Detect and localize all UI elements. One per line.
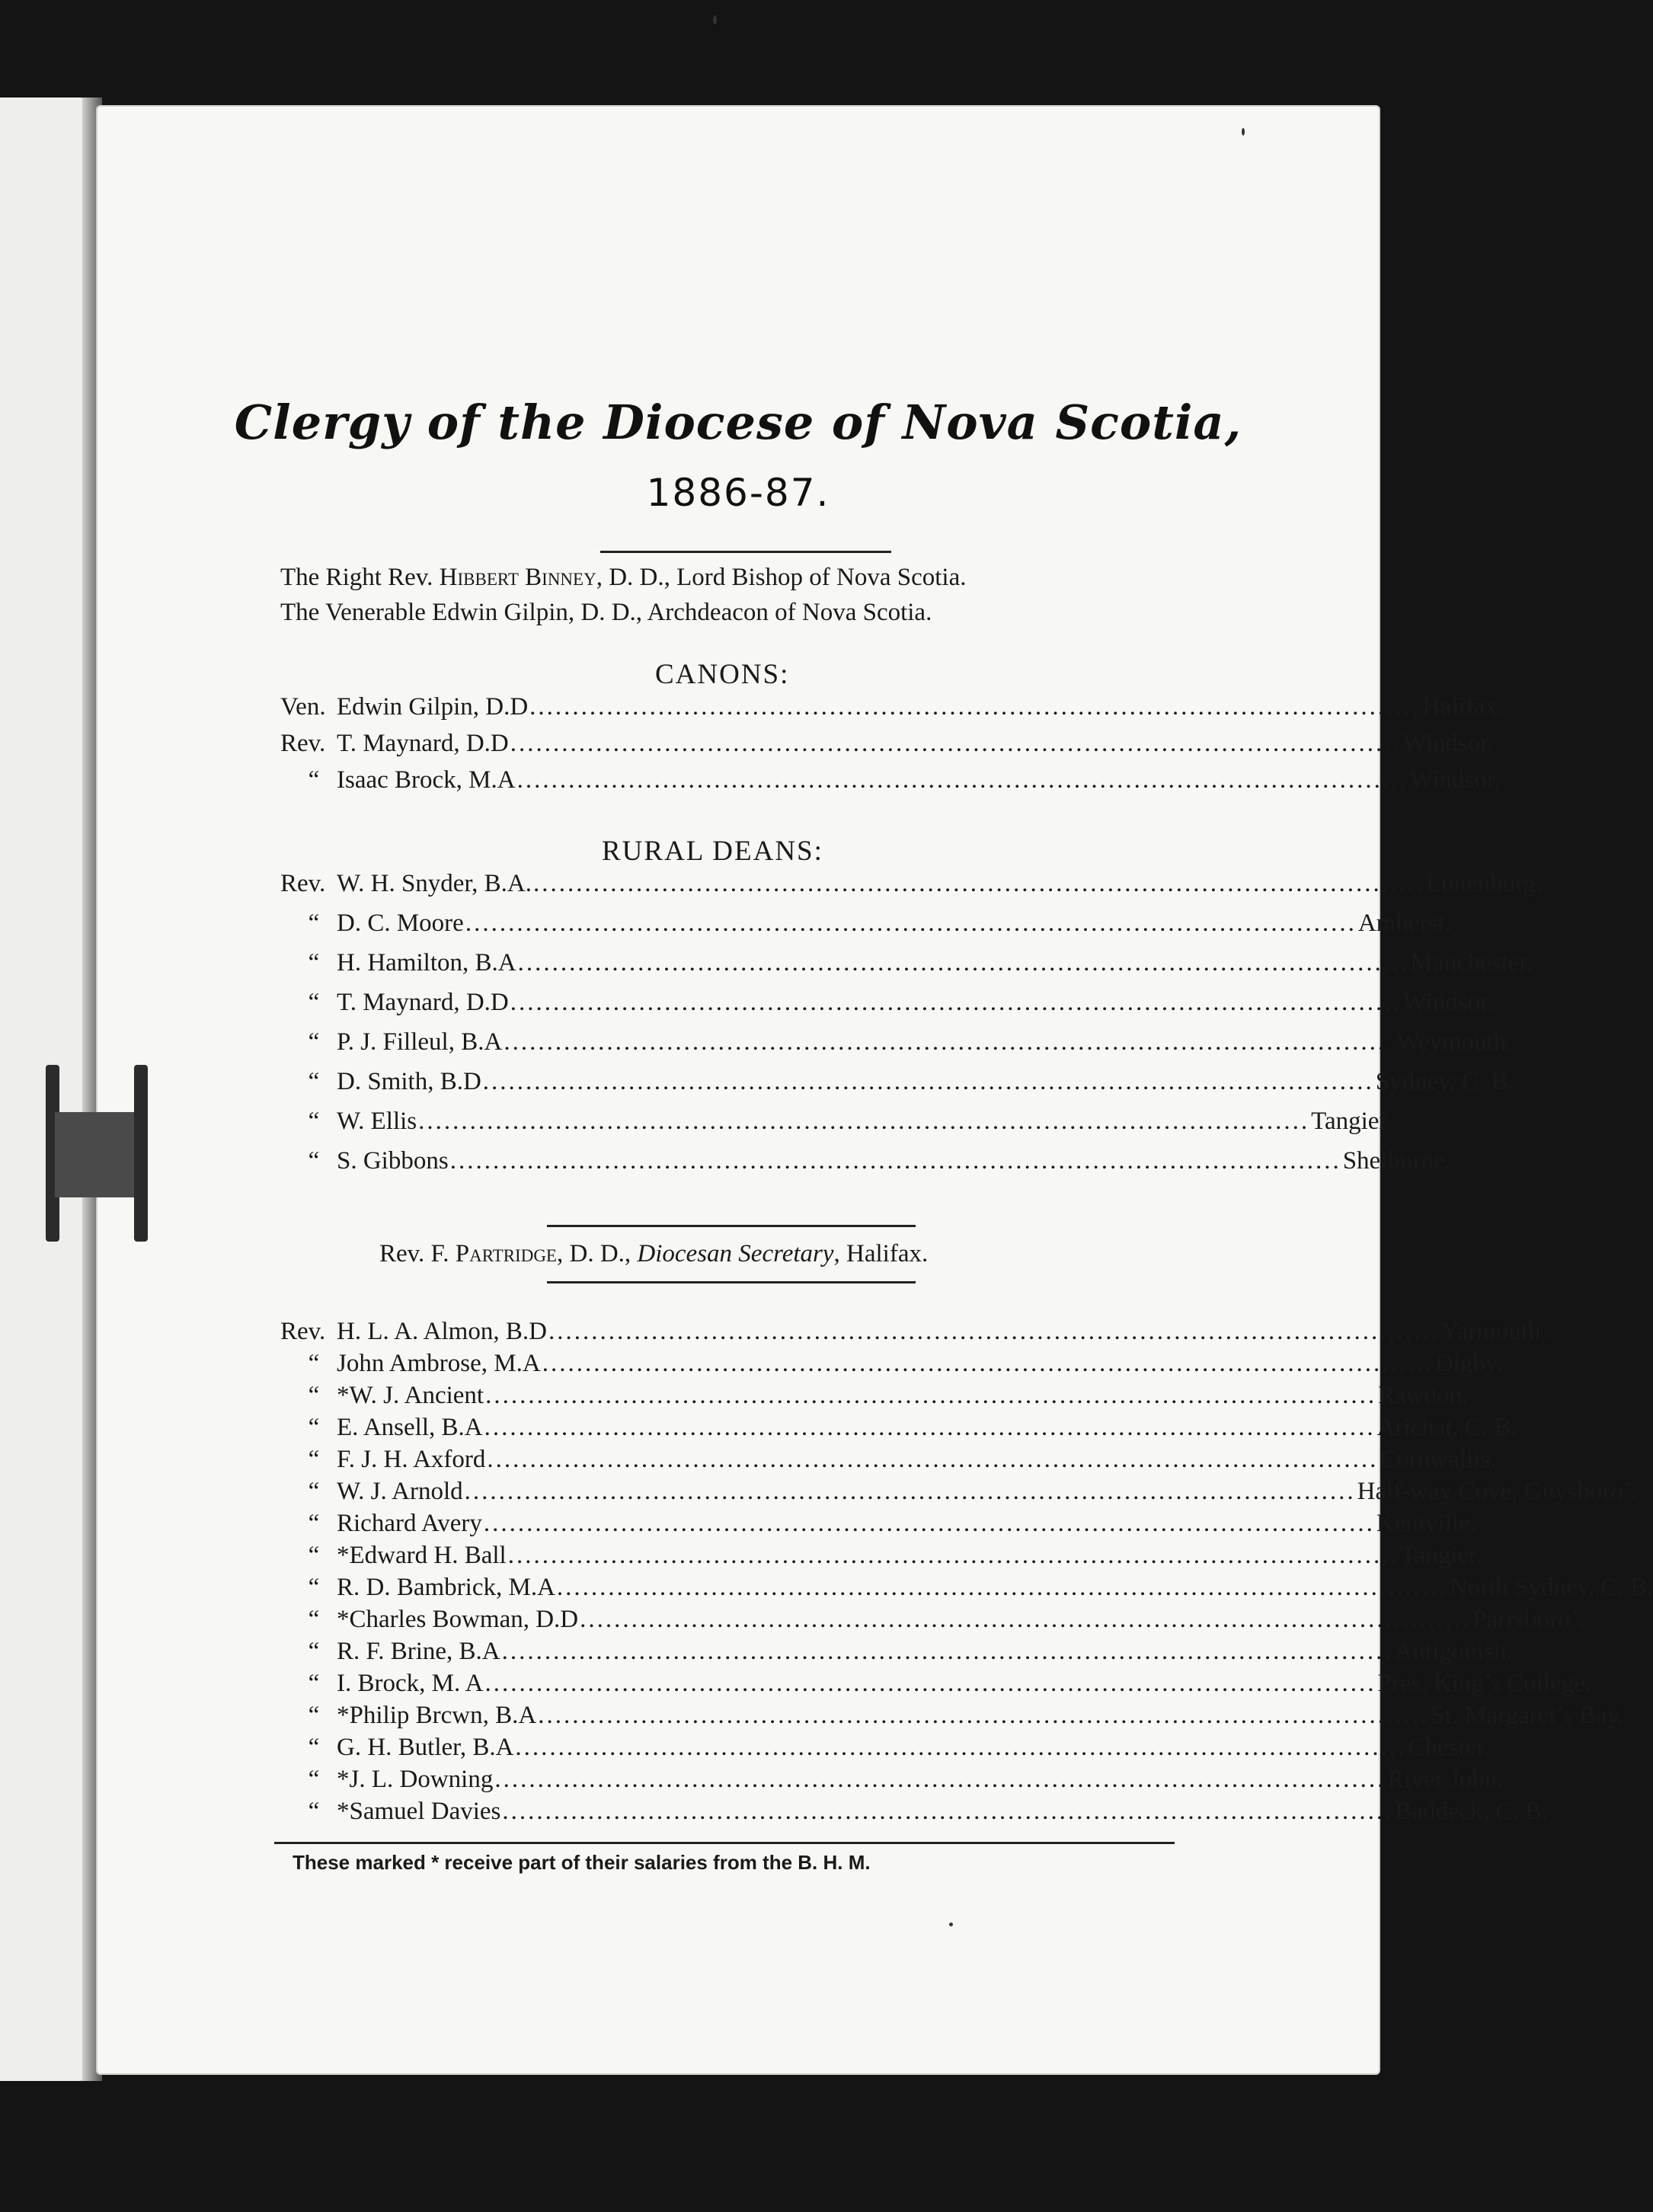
parish-place: Digby. <box>1434 1350 1503 1377</box>
secretary-line <box>379 1240 928 1268</box>
leader-dots <box>547 1318 1441 1346</box>
leader-dots <box>528 693 1422 721</box>
leader-dots <box>449 1147 1343 1175</box>
clergy-entry <box>280 1350 1502 1383</box>
entry-prefix: “ <box>308 909 320 937</box>
clergy-entry <box>280 1766 1504 1799</box>
parish-place: Lunenburg. <box>1425 870 1543 897</box>
canon-entry <box>280 766 1500 800</box>
clergy-entry <box>280 1574 1653 1607</box>
clergy-name: John Ambrose, M.A <box>337 1350 541 1377</box>
parish-place: Parrsboro’. <box>1472 1606 1585 1633</box>
leader-dots <box>485 1446 1380 1474</box>
secretary-suffix: , Halifax. <box>833 1240 929 1267</box>
clip-post <box>134 1065 148 1242</box>
entry-prefix: Rev. <box>280 730 326 757</box>
bishop-line <box>280 564 967 592</box>
archdeacon-line: The Venerable Edwin Gilpin, D. D., Archdeacon of Nova Scotia. <box>280 599 932 626</box>
clergy-name: S. Gibbons <box>337 1147 449 1175</box>
leader-dots <box>555 1574 1450 1602</box>
clergy-name: R. D. Bambrick, M.A <box>337 1574 555 1601</box>
leader-dots <box>509 730 1403 758</box>
bishop-name: Hibbert Binney <box>439 564 596 591</box>
leader-dots <box>493 1766 1387 1794</box>
parish-place: Baddeck, C. B. <box>1395 1798 1549 1825</box>
clergy-name: F. J. H. Axford <box>337 1446 486 1473</box>
clergy-name: D. C. Moore <box>337 909 464 937</box>
entry-prefix: “ <box>308 1574 320 1601</box>
rural-dean-entry <box>280 989 1494 1022</box>
clergy-name: G. H. Butler, B.A <box>337 1734 514 1761</box>
clergy-entry <box>280 1734 1490 1767</box>
parish-place: Tangier. <box>1311 1108 1392 1135</box>
leader-dots <box>516 949 1411 977</box>
dust-speck <box>1242 128 1245 136</box>
clergy-name: W. J. Arnold <box>337 1478 463 1505</box>
leader-dots <box>578 1606 1472 1634</box>
clergy-name: H. Hamilton, B.A <box>337 949 516 977</box>
entry-prefix: “ <box>308 1028 320 1056</box>
clergy-name: T. Maynard, D.D <box>337 989 509 1016</box>
clergy-entry <box>280 1702 1624 1735</box>
clergy-entry <box>280 1414 1517 1447</box>
clergy-name: D. Smith, B.D <box>337 1068 481 1095</box>
entry-prefix: “ <box>308 1147 320 1175</box>
leader-dots <box>484 1670 1378 1698</box>
leader-dots <box>502 1028 1396 1056</box>
entry-prefix: “ <box>308 1068 320 1095</box>
parish-place: Pres. King’s College. <box>1377 1670 1591 1697</box>
clergy-name: *J. L. Downing <box>337 1766 494 1793</box>
rural-dean-entry <box>280 870 1542 903</box>
dust-speck <box>949 1923 953 1926</box>
rural-dean-entry <box>280 1068 1514 1101</box>
clergy-entry <box>280 1510 1476 1543</box>
leader-dots <box>516 766 1410 794</box>
parish-place: Sydney, C. B. <box>1375 1068 1514 1095</box>
leader-dots <box>500 1798 1395 1826</box>
clergy-entry <box>280 1446 1496 1479</box>
clergy-name: R. F. Brine, B.A <box>337 1638 500 1665</box>
clergy-name: T. Maynard, D.D <box>337 730 509 757</box>
parish-place: Yarmouth. <box>1440 1318 1547 1345</box>
entry-prefix: “ <box>308 766 320 794</box>
document-page <box>98 107 1653 2073</box>
leader-dots <box>532 870 1426 898</box>
leader-dots <box>464 909 1358 938</box>
secretary-name: Partridge <box>455 1240 557 1267</box>
leader-dots <box>536 1702 1431 1730</box>
leader-dots <box>509 989 1403 1017</box>
clergy-name: Edwin Gilpin, D.D <box>337 693 529 721</box>
canon-entry <box>280 730 1494 763</box>
clergy-name: I. Brock, M. A <box>337 1670 484 1697</box>
leader-dots <box>507 1542 1401 1570</box>
rural-dean-entry <box>280 949 1533 983</box>
footnote: These marked * receive part of their salaries from the B. H. M. <box>293 1851 871 1874</box>
parish-place: Halifax. <box>1422 693 1504 721</box>
clergy-name: *Charles Bowman, D.D <box>337 1606 579 1633</box>
entry-prefix: “ <box>308 1542 320 1569</box>
clergy-entry <box>280 1606 1585 1639</box>
rural-dean-entry <box>280 909 1451 943</box>
parish-place: Antigonish. <box>1394 1638 1513 1665</box>
leader-dots <box>484 1382 1378 1410</box>
clergy-entry <box>280 1318 1547 1351</box>
leader-dots <box>463 1478 1357 1506</box>
bishop-suffix: , D. D., Lord Bishop of Nova Scotia. <box>596 564 967 591</box>
clergy-name: H. L. A. Almon, B.D <box>337 1318 547 1345</box>
leader-dots <box>482 1510 1376 1538</box>
binding-clip <box>46 1065 149 1242</box>
clergy-name: Richard Avery <box>337 1510 482 1537</box>
entry-prefix: “ <box>308 1702 320 1729</box>
entry-prefix: “ <box>308 1414 320 1441</box>
page-years: 1886-87. <box>646 471 830 515</box>
bishop-prefix: The Right Rev. <box>280 564 440 591</box>
entry-prefix: “ <box>308 1638 320 1665</box>
parish-place: Shelburne. <box>1342 1147 1451 1175</box>
clergy-name: W. Ellis <box>337 1108 417 1135</box>
entry-prefix: “ <box>308 1478 320 1505</box>
page-title: Clergy of the Diocese of Nova Scotia, <box>234 395 1242 450</box>
parish-place: North Sydney, C. B. <box>1449 1574 1653 1601</box>
clip-pad <box>55 1112 139 1197</box>
parish-place: Half-way Cove, Guysboro’. <box>1357 1478 1639 1505</box>
parish-place: Tangier. <box>1400 1542 1482 1569</box>
entry-prefix: “ <box>308 1382 320 1409</box>
entry-prefix: Rev. <box>280 1318 326 1345</box>
entry-prefix: “ <box>308 1606 320 1633</box>
clergy-name: Isaac Brock, M.A <box>337 766 516 794</box>
entry-prefix: “ <box>308 989 320 1016</box>
entry-prefix: Rev. <box>280 870 326 897</box>
dust-speck <box>713 15 717 24</box>
parish-place: Chester. <box>1408 1734 1490 1761</box>
leader-dots <box>483 1414 1377 1442</box>
parish-place: St. Margaret’s Bay. <box>1431 1702 1625 1729</box>
rural-dean-entry <box>280 1147 1451 1181</box>
rural-dean-entry <box>280 1028 1513 1062</box>
clergy-name: *Samuel Davies <box>337 1798 501 1825</box>
entry-prefix: “ <box>308 1446 320 1473</box>
parish-place: Arichat, C. B. <box>1376 1414 1517 1441</box>
clergy-name: E. Ansell, B.A <box>337 1414 483 1441</box>
clergy-entry <box>280 1478 1638 1511</box>
clergy-entry <box>280 1670 1591 1703</box>
clergy-name: *Edward H. Ball <box>337 1542 507 1569</box>
canons-heading: CANONS: <box>655 659 790 690</box>
secretary-prefix: Rev. F. <box>379 1240 456 1267</box>
clergy-entry <box>280 1542 1482 1575</box>
entry-prefix: “ <box>308 1766 320 1793</box>
parish-place: Rawdon. <box>1378 1382 1469 1409</box>
parish-place: Kentville. <box>1376 1510 1476 1537</box>
parish-place: Windsor. <box>1409 766 1501 794</box>
parish-place: Windsor. <box>1402 989 1494 1016</box>
parish-place: Manchester. <box>1410 949 1533 977</box>
clergy-entry <box>280 1798 1548 1831</box>
divider <box>600 551 891 553</box>
entry-prefix: “ <box>308 1734 320 1761</box>
parish-place: Weymouth. <box>1396 1028 1513 1056</box>
entry-prefix: Ven. <box>280 693 326 721</box>
entry-prefix: “ <box>308 1798 320 1825</box>
divider <box>547 1281 916 1283</box>
leader-dots <box>481 1068 1376 1096</box>
clergy-entry <box>280 1382 1468 1415</box>
rural-deans-heading: RURAL DEANS: <box>602 836 823 867</box>
secretary-role: Diocesan Secretary <box>637 1240 834 1267</box>
leader-dots <box>513 1734 1408 1762</box>
entry-prefix: “ <box>308 1350 320 1377</box>
clergy-entry <box>280 1638 1513 1671</box>
parish-place: Cornwallis. <box>1380 1446 1497 1473</box>
canon-entry <box>280 693 1504 727</box>
entry-prefix: “ <box>308 1510 320 1537</box>
entry-prefix: “ <box>308 1108 320 1135</box>
leader-dots <box>500 1638 1395 1666</box>
clergy-name: W. H. Snyder, B.A. <box>337 870 532 897</box>
footnote-rule <box>274 1842 1175 1844</box>
leader-dots <box>417 1108 1311 1136</box>
parish-place: Windsor. <box>1402 730 1494 757</box>
rural-dean-entry <box>280 1108 1392 1141</box>
clergy-name: *W. J. Ancient <box>337 1382 484 1409</box>
entry-prefix: “ <box>308 1670 320 1697</box>
parish-place: Amherst. <box>1357 909 1451 937</box>
secretary-mid: , D. D., <box>556 1240 638 1267</box>
clergy-name: P. J. Filleul, B.A <box>337 1028 503 1056</box>
entry-prefix: “ <box>308 949 320 977</box>
divider <box>547 1225 916 1227</box>
clergy-name: *Philip Brcwn, B.A <box>337 1702 537 1729</box>
leader-dots <box>541 1350 1435 1378</box>
parish-place: River John. <box>1387 1766 1504 1793</box>
